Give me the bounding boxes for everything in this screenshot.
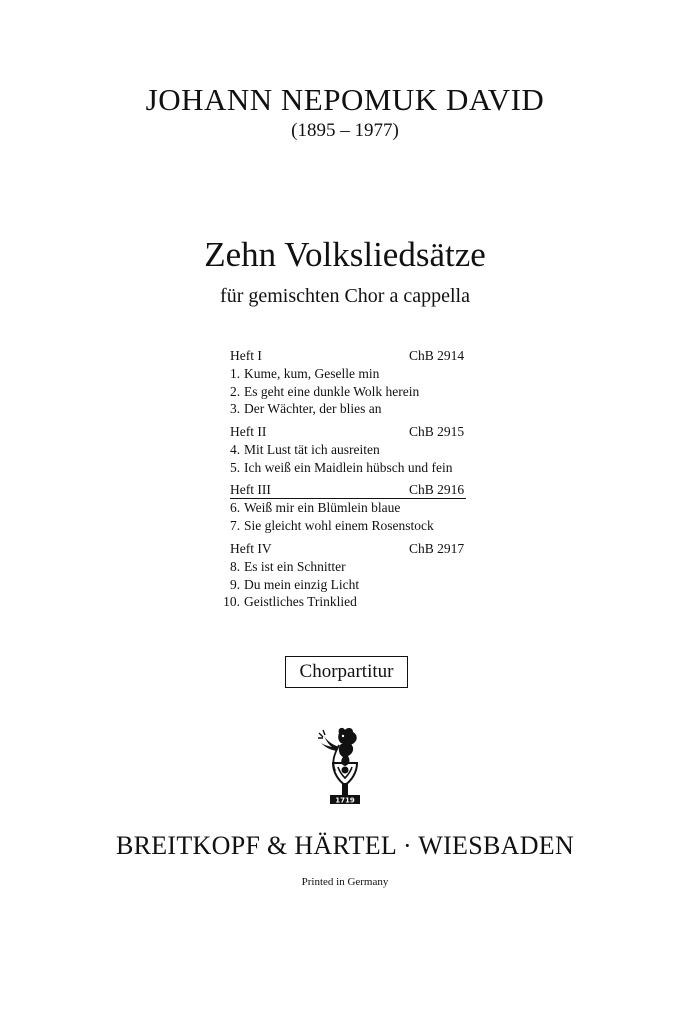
catalog-number: ChB 2915: [409, 424, 465, 439]
emblem-year: 1719: [335, 796, 355, 805]
song-title: Mit Lust tät ich ausreiten: [244, 442, 380, 457]
song-title: Kume, kum, Geselle min: [244, 366, 380, 381]
work-title: Zehn Volksliedsätze: [204, 235, 486, 274]
song-title: Es ist ein Schnitter: [244, 559, 346, 574]
song-item: [230, 441, 490, 459]
catalog-number: ChB 2916: [409, 482, 465, 497]
volume-header: [230, 423, 490, 441]
song-title: Sie gleicht wohl einem Rosenstock: [244, 517, 434, 533]
song-number: 3.: [230, 401, 241, 416]
song-number: 8.: [230, 559, 241, 574]
song-title: Es geht eine dunkle Wolk herein: [244, 383, 420, 399]
volume-heft-2: [230, 423, 490, 476]
song-number: 6.: [230, 500, 241, 515]
song-number: 5.: [230, 459, 241, 475]
volume-label: Heft II: [230, 424, 267, 439]
song-number: 7.: [230, 517, 241, 533]
song-item: [230, 383, 490, 401]
composer-name: JOHANN NEPOMUK DAVID: [145, 82, 545, 117]
song-item: [223, 593, 490, 611]
volume-header-highlighted: [230, 481, 466, 499]
volume-header: [230, 347, 490, 365]
song-item: [230, 365, 490, 383]
song-item: [230, 459, 490, 477]
volume-heft-1: [230, 347, 490, 418]
volume-heft-4: [223, 540, 490, 611]
song-item: [230, 499, 490, 517]
composer-dates: (1895 – 1977): [291, 120, 399, 141]
song-item: [230, 400, 490, 418]
song-number: 4.: [230, 442, 241, 457]
edition-label-box: Chorpartitur: [285, 656, 408, 688]
song-title: Der Wächter, der blies an: [244, 401, 382, 416]
song-title: Du mein einzig Licht: [244, 576, 360, 592]
song-item: [230, 576, 490, 594]
printed-in-note: Printed in Germany: [301, 876, 389, 888]
song-title: Geistliches Trinklied: [244, 594, 357, 609]
song-number: 10.: [223, 594, 240, 609]
song-item: [230, 558, 490, 576]
catalog-number: ChB 2914: [409, 348, 465, 363]
volume-header: [230, 540, 490, 558]
song-title: Ich weiß ein Maidlein hübsch und fein: [244, 459, 453, 475]
volume-label: Heft I: [230, 348, 262, 363]
song-number: 2.: [230, 383, 241, 399]
publisher-name: BREITKOPF & HÄRTEL · WIESBADEN: [115, 831, 575, 860]
song-title: Weiß mir ein Blümlein blaue: [244, 500, 401, 515]
song-number: 9.: [230, 576, 241, 592]
breitkopf-bear-emblem-icon: [313, 725, 377, 807]
song-number: 1.: [230, 366, 241, 381]
volume-heft-3: [230, 481, 490, 534]
work-subtitle: für gemischten Chor a cappella: [220, 285, 470, 307]
volume-label: Heft III: [230, 482, 271, 497]
volume-label: Heft IV: [230, 541, 272, 556]
catalog-number: ChB 2917: [409, 541, 465, 556]
song-item: [230, 517, 490, 535]
